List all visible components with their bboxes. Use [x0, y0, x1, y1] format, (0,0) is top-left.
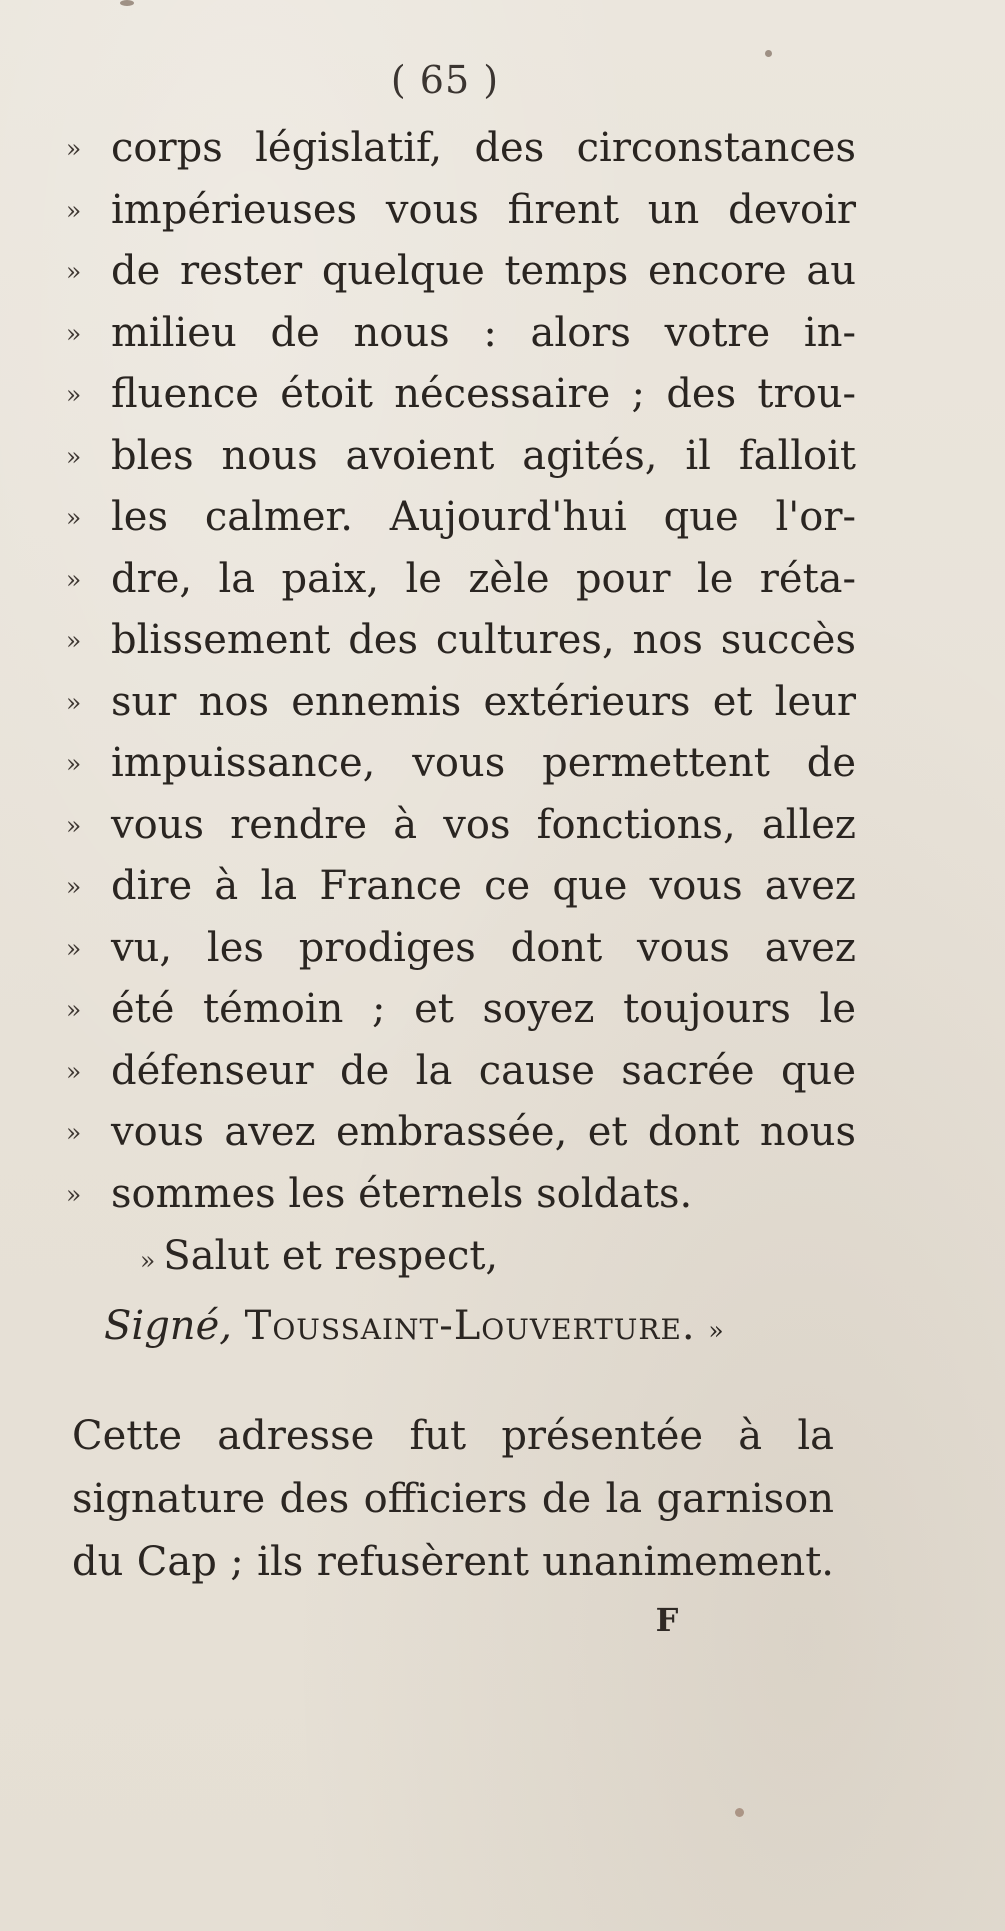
text-line	[66, 241, 856, 303]
paragraph-line: du Cap ; ils refusèrent unanimement.	[72, 1539, 834, 1585]
text-line	[66, 672, 856, 734]
signatory-name: Toussaint-Louverture.	[244, 1303, 696, 1349]
quote-mark: »	[66, 872, 82, 901]
quote-mark: »	[66, 1179, 82, 1209]
text-line	[66, 364, 856, 426]
quote-mark: »	[66, 134, 82, 163]
line-text: les calmer. Aujourd'hui que l'or-	[111, 494, 856, 540]
text-line	[66, 1041, 856, 1103]
text-line	[66, 118, 856, 180]
quote-mark: »	[66, 441, 82, 471]
narrative-paragraph	[72, 1405, 834, 1594]
line-text: défenseur de la cause sacrée que	[111, 1047, 856, 1094]
text-line	[66, 733, 856, 795]
quote-mark: »	[66, 1056, 82, 1086]
closing-salutation	[140, 1226, 498, 1291]
line-text: été témoin ; et soyez toujours le	[111, 986, 856, 1032]
line-text: dire à la France ce que vous avez	[111, 863, 856, 909]
quote-mark: »	[66, 503, 82, 532]
quote-mark: »	[66, 257, 82, 286]
salutation-text: Salut et respect,	[163, 1233, 499, 1279]
line-text: vous rendre à vos fonctions, allez	[111, 801, 856, 848]
text-line	[66, 1164, 856, 1226]
quote-mark: »	[66, 749, 82, 778]
ink-spot	[120, 0, 134, 6]
quote-mark: »	[66, 380, 82, 409]
line-text: de rester quelque temps encore au	[111, 248, 856, 294]
quote-mark: »	[66, 995, 82, 1024]
quote-mark: »	[66, 1118, 82, 1147]
signature-line	[104, 1296, 839, 1361]
quote-mark: »	[66, 564, 82, 594]
line-text: sommes les éternels soldats.	[111, 1170, 693, 1217]
text-line	[66, 487, 856, 549]
line-text: vous avez embrassée, et dont nous	[111, 1109, 856, 1155]
quote-mark: »	[140, 1246, 156, 1275]
line-text: dre, la paix, le zèle pour le réta-	[111, 555, 856, 602]
line-text: corps législatif, des circonstances	[111, 125, 856, 171]
signed-word: Signé,	[104, 1303, 232, 1349]
quote-mark: »	[66, 626, 82, 655]
line-text: vu, les prodiges dont vous avez	[111, 924, 856, 971]
ink-spot	[765, 50, 772, 57]
quote-mark: »	[66, 195, 82, 225]
quote-mark: »	[66, 933, 82, 963]
line-text: impérieuses vous firent un devoir	[111, 186, 856, 233]
quote-mark: »	[66, 318, 82, 348]
text-line	[66, 795, 856, 857]
ink-spot	[735, 1808, 744, 1817]
paragraph-line: Cette adresse fut présentée à la	[72, 1413, 834, 1459]
line-text: fluence étoit nécessaire ; des trou-	[111, 371, 856, 417]
quote-mark: »	[66, 810, 82, 840]
line-text: milieu de nous : alors votre in-	[111, 309, 856, 356]
quote-mark: »	[66, 687, 82, 717]
text-line	[66, 979, 856, 1041]
quoted-address	[66, 118, 856, 1225]
printer-signature-mark: F	[655, 1601, 679, 1639]
text-line	[66, 180, 856, 242]
line-text: sur nos ennemis extérieurs et leur	[111, 678, 856, 725]
text-line	[66, 610, 856, 672]
text-line	[66, 1102, 856, 1164]
text-line	[66, 303, 856, 365]
closing-quote-mark: »	[708, 1316, 724, 1345]
paragraph-line: signature des officiers de la garnison	[72, 1476, 834, 1522]
page-number: ( 65 )	[390, 58, 500, 102]
text-line	[66, 549, 856, 611]
text-line	[66, 856, 856, 918]
text-line	[66, 918, 856, 980]
line-text: impuissance, vous permettent de	[111, 740, 856, 786]
line-text: bles nous avoient agités, il falloit	[111, 432, 856, 479]
text-line	[66, 426, 856, 488]
line-text: blissement des cultures, nos succès	[111, 617, 856, 663]
